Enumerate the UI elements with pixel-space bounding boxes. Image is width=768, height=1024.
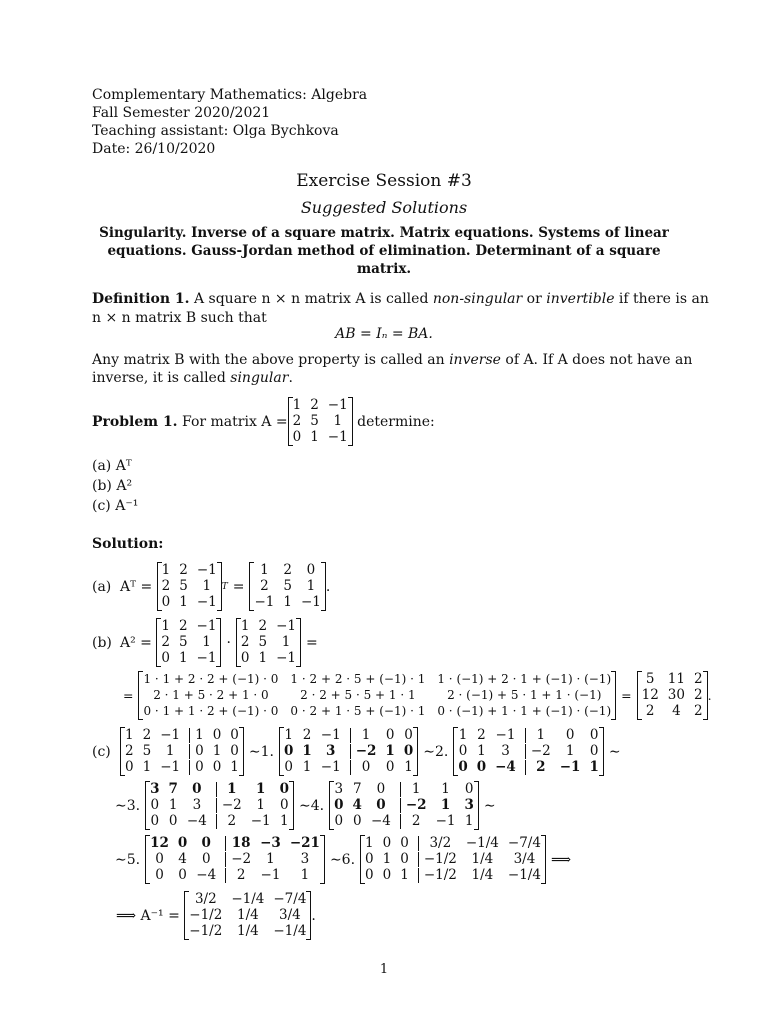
semester: Fall Semester 2020/2021 bbox=[92, 105, 271, 121]
Ainv-cell-1-2: 3/4 bbox=[279, 907, 301, 923]
expanded-cell-1-2: 2 · (−1) + 5 · 1 + 1 · (−1) bbox=[447, 688, 602, 702]
step3-cell-0-2: 0 bbox=[192, 781, 202, 797]
step4-cell-1-2: 0 bbox=[376, 797, 386, 813]
expanded-cell-2-1: 0 · 2 + 1 · 5 + (−1) · 1 bbox=[290, 704, 426, 718]
step5-cell-2-2: −4 bbox=[196, 867, 217, 883]
step2-cell-1-3: −2 bbox=[525, 744, 551, 759]
A-cell-0-2: −1 bbox=[276, 618, 296, 634]
definition-formula: AB = Iₙ = BA. bbox=[335, 326, 433, 342]
step1-cell-1-4: 1 bbox=[385, 743, 395, 759]
step3-cell-2-2: −4 bbox=[186, 813, 207, 829]
step5-cell-1-1: 4 bbox=[178, 851, 187, 867]
A-cell-1-0: 2 bbox=[161, 578, 171, 594]
augmented-step-0 bbox=[120, 728, 244, 775]
step6-cell-2-0: 0 bbox=[365, 867, 374, 883]
A-cell-0-0: 1 bbox=[292, 397, 302, 413]
step2-cell-1-4: 1 bbox=[565, 743, 575, 759]
matrix-A-transposed-source bbox=[157, 563, 222, 610]
gauss-row-3: ∼5. 12 0 0 18 −3 −21 0 4 0 −2 1 3 0 0 −4 2 −1 1 ∼6. 1 0 0 3/2 −1/4 −7/4 0 1 0 −1/2 1/4 3/4 0 0 1 −1/2 1/4 −1/4 ⟹ bbox=[115, 835, 572, 883]
A-cell-1-0: 2 bbox=[240, 634, 250, 650]
step0-cell-2-3: 0 bbox=[189, 760, 204, 775]
expanded-cell-0-0: 1 · 1 + 2 · 2 + (−1) · 0 bbox=[143, 672, 279, 686]
A-cell-1-2: 1 bbox=[281, 634, 291, 650]
teaching-assistant: Teaching assistant: Olga Bychkova bbox=[92, 123, 339, 139]
A2-cell-2-0: 2 bbox=[645, 703, 655, 719]
A-cell-0-1: 2 bbox=[179, 562, 188, 578]
step-1-symbol: ∼1. bbox=[248, 743, 274, 760]
step0-cell-1-0: 2 bbox=[125, 743, 134, 759]
step1-cell-1-0: 0 bbox=[283, 743, 294, 759]
A-cell-1-2: 1 bbox=[202, 578, 212, 594]
step3-cell-1-1: 1 bbox=[168, 797, 178, 813]
step3-cell-0-5: 0 bbox=[279, 781, 290, 797]
AT-cell-0-2: 0 bbox=[306, 562, 316, 578]
step1-cell-1-1: 1 bbox=[302, 743, 312, 759]
A-cell-2-0: 0 bbox=[240, 650, 250, 666]
step3-cell-2-0: 0 bbox=[150, 813, 160, 829]
step2-cell-0-4: 0 bbox=[565, 727, 575, 743]
step2-cell-0-1: 2 bbox=[477, 727, 486, 743]
step1-cell-0-4: 0 bbox=[385, 727, 395, 743]
label-c: (c) bbox=[92, 743, 111, 760]
step2-cell-0-0: 1 bbox=[458, 727, 468, 743]
step5-cell-1-5: 3 bbox=[300, 851, 310, 867]
step5-cell-2-5: 1 bbox=[300, 867, 310, 883]
step2-cell-0-3: 1 bbox=[525, 728, 551, 743]
matrix-A-right bbox=[236, 619, 301, 666]
step1-cell-2-1: 1 bbox=[302, 759, 312, 775]
AT-cell-2-1: 1 bbox=[283, 594, 292, 610]
step1-cell-1-3: −2 bbox=[350, 744, 377, 759]
step5-cell-0-1: 0 bbox=[177, 835, 188, 851]
step4-cell-2-3: 2 bbox=[400, 814, 427, 829]
inverse-line1 bbox=[92, 352, 692, 368]
problem-statement bbox=[92, 398, 435, 445]
step3-cell-1-4: 1 bbox=[256, 797, 265, 813]
expanded-cell-2-2: 0 · (−1) + 1 · 1 + (−1) · (−1) bbox=[437, 704, 612, 718]
step1-cell-0-0: 1 bbox=[284, 727, 293, 743]
expanded-cell-2-0: 0 · 1 + 1 · 2 + (−1) · 0 bbox=[143, 704, 279, 718]
step4-cell-0-3: 1 bbox=[400, 782, 427, 797]
step6-cell-2-5: −1/4 bbox=[507, 867, 541, 883]
AT-cell-1-2: 1 bbox=[306, 578, 316, 594]
A2-cell-0-1: 11 bbox=[667, 671, 685, 687]
Ainv-cell-0-1: −1/4 bbox=[231, 891, 265, 907]
step2-cell-2-1: 0 bbox=[476, 759, 487, 775]
inverse-text-d: . bbox=[288, 370, 293, 386]
A-cell-0-0: 1 bbox=[161, 562, 171, 578]
step6-cell-0-5: −7/4 bbox=[507, 835, 541, 851]
A-cell-2-2: −1 bbox=[196, 650, 217, 666]
step2-cell-1-5: 0 bbox=[589, 743, 599, 759]
AT-cell-1-1: 5 bbox=[283, 578, 292, 594]
matrix-A-inverse bbox=[184, 892, 311, 939]
step4-cell-1-5: 3 bbox=[464, 797, 474, 813]
step5-cell-2-4: −1 bbox=[260, 867, 281, 883]
step-4-symbol: ∼4. bbox=[299, 797, 325, 814]
step2-cell-0-5: 0 bbox=[589, 727, 599, 743]
step5-cell-2-0: 0 bbox=[155, 867, 164, 883]
step5-cell-2-3: 2 bbox=[225, 868, 251, 883]
problem-item-a: (a) Aᵀ bbox=[92, 458, 132, 474]
step1-cell-0-5: 0 bbox=[404, 727, 413, 743]
step4-cell-2-5: 1 bbox=[464, 813, 474, 829]
inverse-text-b: of A. If A does not have an bbox=[500, 352, 693, 368]
step2-cell-2-4: −1 bbox=[559, 759, 581, 775]
A-cell-1-2: 1 bbox=[202, 634, 211, 650]
label-b: (b) bbox=[92, 634, 112, 651]
matrix-A2 bbox=[637, 672, 708, 719]
A-cell-1-1: 5 bbox=[310, 413, 319, 429]
step6-cell-1-2: 0 bbox=[400, 851, 409, 867]
matrix-A bbox=[288, 398, 353, 445]
step2-cell-1-2: 3 bbox=[501, 743, 510, 759]
augmented-step-1 bbox=[279, 728, 418, 775]
step3-cell-0-1: 7 bbox=[168, 781, 178, 797]
step0-cell-0-4: 0 bbox=[212, 727, 222, 743]
A-cell-0-0: 1 bbox=[161, 618, 170, 634]
step0-cell-0-1: 2 bbox=[142, 727, 152, 743]
step3-cell-2-4: −1 bbox=[250, 813, 271, 829]
step6-cell-0-0: 1 bbox=[365, 835, 374, 851]
A2-cell-2-2: 2 bbox=[693, 703, 703, 719]
A2-cell-1-1: 30 bbox=[667, 687, 685, 703]
step0-cell-2-5: 1 bbox=[230, 759, 239, 775]
step4-cell-0-5: 0 bbox=[464, 781, 474, 797]
matrix-expanded bbox=[138, 672, 616, 719]
AT-cell-1-0: 2 bbox=[260, 578, 269, 594]
A-cell-0-1: 2 bbox=[178, 618, 188, 634]
Ainv-lhs: ⟹ A⁻¹ = bbox=[116, 907, 180, 924]
A-cell-2-0: 0 bbox=[161, 650, 170, 666]
Ainv-cell-0-2: −7/4 bbox=[273, 891, 307, 907]
definition-line2: n × n matrix B such that bbox=[92, 310, 267, 326]
step5-cell-1-0: 0 bbox=[155, 851, 164, 867]
step6-cell-0-3: 3/2 bbox=[418, 836, 457, 851]
AT-cell-2-0: −1 bbox=[254, 594, 275, 610]
term-singular: singular bbox=[230, 370, 289, 386]
product-expansion: = 1 · 1 + 2 · 2 + (−1) · 0 1 · 2 + 2 · 5 + (−1) · 1 1 · (−1) + 2 · 1 + (−1) · (−1) 2 · 1 + 5 · 2 + 1 · 0 2 · 2 + 5 · 5 + 1 · 1 2 · (−1) + 5 · 1 + 1 · (−1) 0 · 1 + 1 · 2 + (−1) · 0 0 · 2 + 1 · 5 + (−1) · 1 0 · (−1) + 1 · 1 + (−1) · (−1) = 5 11 2 12 30 2 2 4 2 . bbox=[123, 671, 712, 719]
step6-cell-2-3: −1/2 bbox=[418, 868, 457, 883]
augmented-step-4 bbox=[329, 782, 479, 829]
step5-cell-1-4: 1 bbox=[266, 851, 275, 867]
step1-cell-2-5: 1 bbox=[404, 759, 413, 775]
A-cell-0-1: 2 bbox=[310, 397, 319, 413]
AT-cell-0-1: 2 bbox=[283, 562, 292, 578]
step2-cell-2-2: −4 bbox=[495, 759, 516, 775]
step2-cell-0-2: −1 bbox=[495, 727, 516, 743]
solution-b: (b) A² = 1 2 −1 2 5 1 0 1 −1 · 1 2 −1 2 5 1 0 1 −1 = bbox=[92, 618, 318, 666]
page-number: 1 bbox=[379, 962, 389, 977]
A2-lhs: A² = bbox=[120, 634, 152, 651]
A-cell-1-1: 5 bbox=[258, 634, 268, 650]
step4-cell-2-0: 0 bbox=[334, 813, 344, 829]
step1-cell-1-5: 0 bbox=[403, 743, 414, 759]
expanded-cell-0-2: 1 · (−1) + 2 · 1 + (−1) · (−1) bbox=[437, 672, 612, 686]
step0-cell-1-5: 0 bbox=[230, 743, 239, 759]
step6-cell-0-2: 0 bbox=[400, 835, 409, 851]
step-2-symbol: ∼2. bbox=[423, 743, 449, 760]
step3-cell-2-3: 2 bbox=[216, 814, 242, 829]
step5-cell-0-4: −3 bbox=[260, 835, 281, 851]
A-cell-0-0: 1 bbox=[240, 618, 250, 634]
A-cell-2-1: 1 bbox=[178, 650, 188, 666]
A-cell-0-2: −1 bbox=[196, 562, 217, 578]
course-name: Complementary Mathematics: Algebra bbox=[92, 87, 368, 103]
A-cell-2-0: 0 bbox=[161, 594, 171, 610]
topics: Singularity. Inverse of a square matrix. Matrix equations. Systems of linear equations. Gauss-Jordan method of elimination. Determinant of a square matrix. bbox=[99, 225, 669, 277]
step1-cell-0-1: 2 bbox=[302, 727, 312, 743]
step4-cell-1-4: 1 bbox=[440, 797, 451, 813]
solution-label: Solution: bbox=[92, 536, 164, 552]
page-title: Exercise Session #3 bbox=[296, 171, 472, 191]
step1-cell-2-2: −1 bbox=[320, 759, 341, 775]
A2-cell-1-0: 12 bbox=[641, 687, 659, 703]
Ainv-cell-2-0: −1/2 bbox=[189, 923, 223, 939]
step3-cell-1-0: 0 bbox=[150, 797, 160, 813]
augmented-step-6 bbox=[360, 836, 546, 883]
step3-cell-2-5: 1 bbox=[280, 813, 289, 829]
AT-cell-2-2: −1 bbox=[300, 594, 321, 610]
A2-cell-0-0: 5 bbox=[645, 671, 655, 687]
A-cell-2-1: 1 bbox=[310, 429, 319, 445]
A-cell-1-1: 5 bbox=[178, 634, 188, 650]
A-cell-2-2: −1 bbox=[276, 650, 296, 666]
problem-text: For matrix A = bbox=[182, 413, 288, 430]
step1-cell-0-2: −1 bbox=[320, 727, 341, 743]
gauss-row-2: ∼3. 3 7 0 1 1 0 0 1 3 −2 1 0 0 0 −4 2 −1 1 ∼4. 3 7 0 1 1 0 0 4 0 −2 1 3 0 0 −4 2 −1 1 ∼ bbox=[115, 781, 496, 829]
step4-cell-2-1: 0 bbox=[352, 813, 362, 829]
step6-cell-1-1: 1 bbox=[382, 851, 392, 867]
step4-cell-0-2: 0 bbox=[376, 781, 386, 797]
step0-cell-2-0: 0 bbox=[125, 759, 134, 775]
augmented-step-2 bbox=[453, 728, 604, 775]
step1-cell-2-0: 0 bbox=[284, 759, 293, 775]
step4-cell-1-0: 0 bbox=[334, 797, 344, 813]
step5-cell-0-0: 12 bbox=[150, 835, 169, 851]
step4-cell-1-3: −2 bbox=[400, 798, 427, 813]
A-cell-1-0: 2 bbox=[161, 634, 170, 650]
definition-label: Definition 1. bbox=[92, 291, 190, 307]
inverse-text-c: inverse, it is called bbox=[92, 370, 231, 386]
problem-after: determine: bbox=[357, 413, 435, 430]
Ainv-cell-1-0: −1/2 bbox=[189, 907, 223, 923]
step6-cell-1-4: 1/4 bbox=[471, 851, 494, 867]
term-invertible: invertible bbox=[546, 291, 615, 307]
step0-cell-1-1: 5 bbox=[142, 743, 152, 759]
step6-cell-1-5: 3/4 bbox=[513, 851, 536, 867]
augmented-step-5 bbox=[145, 836, 325, 883]
matrix-AT bbox=[249, 563, 325, 610]
A-cell-1-1: 5 bbox=[179, 578, 188, 594]
step2-cell-2-5: 1 bbox=[589, 759, 599, 775]
step3-cell-1-3: −2 bbox=[216, 798, 242, 813]
AT-lhs: Aᵀ = bbox=[120, 578, 153, 595]
Ainv-cell-2-1: 1/4 bbox=[236, 923, 259, 939]
step6-cell-2-1: 0 bbox=[382, 867, 392, 883]
A-cell-1-2: 1 bbox=[333, 413, 343, 429]
problem-label: Problem 1. bbox=[92, 413, 178, 430]
step5-cell-1-3: −2 bbox=[225, 852, 251, 867]
A-cell-0-2: −1 bbox=[196, 618, 217, 634]
step0-cell-0-5: 0 bbox=[230, 727, 239, 743]
definition-line1 bbox=[92, 291, 709, 307]
Ainv-cell-1-1: 1/4 bbox=[236, 907, 259, 923]
Ainv-cell-2-2: −1/4 bbox=[273, 923, 307, 939]
A2-cell-0-2: 2 bbox=[693, 671, 703, 687]
AT-cell-0-0: 1 bbox=[260, 562, 269, 578]
step-3-symbol: ∼3. bbox=[115, 797, 141, 814]
step1-cell-2-3: 0 bbox=[350, 760, 377, 775]
step6-cell-1-0: 0 bbox=[365, 851, 374, 867]
step5-cell-0-5: −21 bbox=[289, 835, 320, 851]
A-cell-0-2: −1 bbox=[327, 397, 348, 413]
A-cell-2-2: −1 bbox=[196, 594, 217, 610]
step0-cell-2-2: −1 bbox=[160, 759, 181, 775]
page-subtitle: Suggested Solutions bbox=[300, 198, 468, 217]
step-5-symbol: ∼5. bbox=[115, 851, 141, 868]
step4-cell-1-1: 4 bbox=[352, 797, 362, 813]
step2-cell-2-3: 2 bbox=[525, 760, 551, 775]
gauss-row-1: (c) 1 2 −1 1 0 0 2 5 1 0 1 0 0 1 −1 0 0 1 ∼1. 1 2 −1 1 0 0 0 1 3 −2 1 0 0 1 −1 0 0 1 ∼2. 1 2 −1 1 0 0 0 1 3 −2 1 0 0 0 −4 2 −1 1 ∼ bbox=[92, 727, 621, 775]
A-cell-1-0: 2 bbox=[292, 413, 302, 429]
term-non-singular: non-singular bbox=[432, 291, 523, 307]
A-cell-2-0: 0 bbox=[292, 429, 302, 445]
inverse-line2 bbox=[92, 370, 293, 386]
expanded-cell-1-1: 2 · 2 + 5 · 5 + 1 · 1 bbox=[300, 688, 416, 702]
term-inverse: inverse bbox=[449, 352, 501, 368]
A-cell-0-1: 2 bbox=[258, 618, 268, 634]
expanded-cell-0-1: 1 · 2 + 2 · 5 + (−1) · 1 bbox=[290, 672, 426, 686]
step1-cell-2-4: 0 bbox=[385, 759, 395, 775]
augmented-step-3 bbox=[145, 782, 294, 829]
A2-cell-1-2: 2 bbox=[693, 687, 703, 703]
step6-cell-2-2: 1 bbox=[400, 867, 409, 883]
step0-cell-2-1: 1 bbox=[142, 759, 152, 775]
step0-cell-2-4: 0 bbox=[212, 759, 222, 775]
problem-item-b: (b) A² bbox=[92, 478, 133, 494]
step4-cell-0-4: 1 bbox=[441, 781, 450, 797]
step1-cell-1-2: 3 bbox=[326, 743, 336, 759]
inverse-result: ⟹ A⁻¹ = 3/2 −1/4 −7/4 −1/2 1/4 3/4 −1/2 1/4 −1/4 . bbox=[116, 891, 316, 939]
step0-cell-1-4: 1 bbox=[212, 743, 222, 759]
A2-cell-2-1: 4 bbox=[672, 703, 681, 719]
date: Date: 26/10/2020 bbox=[92, 141, 216, 157]
step3-cell-2-1: 0 bbox=[168, 813, 178, 829]
step3-cell-0-3: 1 bbox=[216, 782, 242, 797]
step0-cell-0-3: 1 bbox=[189, 728, 204, 743]
step4-cell-2-4: −1 bbox=[435, 813, 456, 829]
step2-cell-2-0: 0 bbox=[458, 759, 468, 775]
step2-cell-1-1: 1 bbox=[477, 743, 486, 759]
label-a: (a) bbox=[92, 578, 112, 595]
A-cell-2-1: 1 bbox=[258, 650, 268, 666]
step6-cell-0-4: −1/4 bbox=[465, 835, 499, 851]
step5-cell-0-2: 0 bbox=[201, 835, 211, 851]
step4-cell-0-1: 7 bbox=[352, 781, 362, 797]
step0-cell-0-0: 1 bbox=[125, 727, 134, 743]
step5-cell-1-2: 0 bbox=[201, 851, 211, 867]
step0-cell-1-2: 1 bbox=[165, 743, 175, 759]
A-cell-2-2: −1 bbox=[327, 429, 348, 445]
inverse-text-a: Any matrix B with the above property is called an bbox=[92, 352, 450, 368]
problem-item-c: (c) A⁻¹ bbox=[92, 498, 139, 514]
step1-cell-0-3: 1 bbox=[350, 728, 377, 743]
step0-cell-1-3: 0 bbox=[189, 744, 204, 759]
definition-text-c: if there is an bbox=[614, 291, 709, 307]
step5-cell-0-3: 18 bbox=[225, 836, 251, 851]
definition-or: or bbox=[522, 291, 547, 307]
expanded-cell-1-0: 2 · 1 + 5 · 2 + 1 · 0 bbox=[153, 688, 269, 702]
step0-cell-0-2: −1 bbox=[160, 727, 181, 743]
step6-cell-2-4: 1/4 bbox=[471, 867, 494, 883]
step6-cell-0-1: 0 bbox=[382, 835, 392, 851]
definition-text: A square n × n matrix A is called bbox=[193, 291, 433, 307]
matrix-A-left bbox=[156, 619, 221, 666]
step-6-symbol: ∼6. bbox=[329, 851, 356, 868]
step3-cell-1-2: 3 bbox=[192, 797, 202, 813]
step2-cell-1-0: 0 bbox=[458, 743, 468, 759]
step5-cell-2-1: 0 bbox=[178, 867, 187, 883]
step3-cell-1-5: 0 bbox=[280, 797, 289, 813]
A-cell-2-1: 1 bbox=[179, 594, 188, 610]
step3-cell-0-0: 3 bbox=[150, 781, 160, 797]
step4-cell-2-2: −4 bbox=[370, 813, 391, 829]
Ainv-cell-0-0: 3/2 bbox=[194, 891, 217, 907]
solution-a: (a) Aᵀ = 1 2 −1 2 5 1 0 1 −1 T = 1 2 0 2 5 1 −1 1 −1 . bbox=[92, 562, 331, 610]
step4-cell-0-0: 3 bbox=[334, 781, 344, 797]
step3-cell-0-4: 1 bbox=[255, 781, 266, 797]
step6-cell-1-3: −1/2 bbox=[418, 852, 457, 867]
